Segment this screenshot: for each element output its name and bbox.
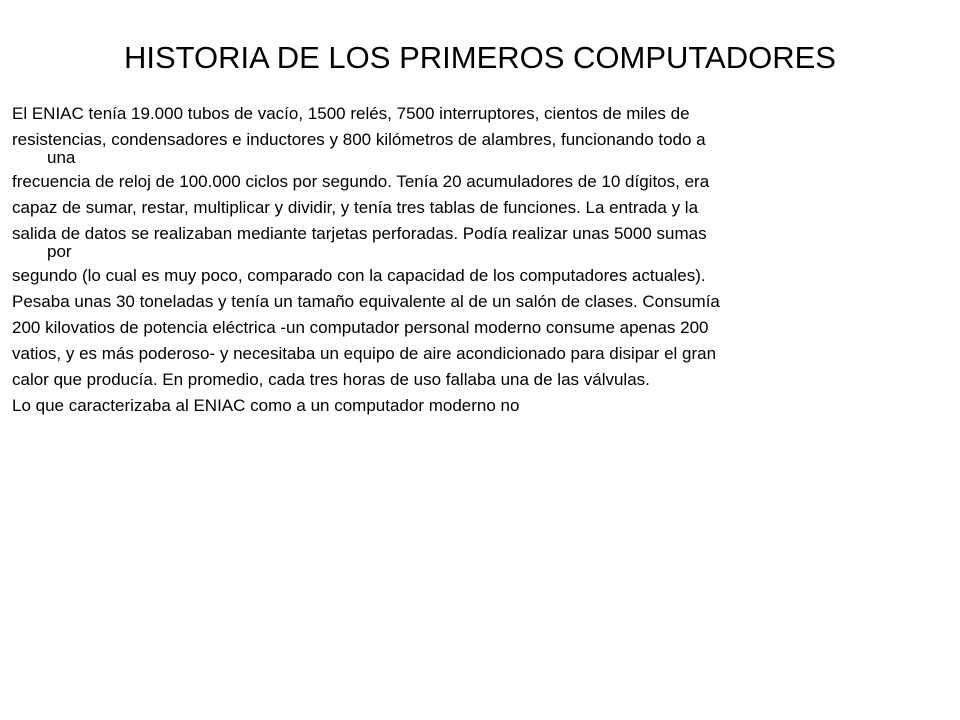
line-text: calor que producía. En promedio, cada tres horas de uso fallaba una de las válvulas. xyxy=(12,370,650,389)
line-text: vatios, y es más poderoso- y necesitaba un equipo de aire acondicionado para disipar el gran xyxy=(12,344,717,363)
text-line xyxy=(12,292,952,312)
line-text: salida de datos se realizaban mediante tarjetas perforadas. Podía realizar unas 5000 sumas xyxy=(12,224,707,243)
text-line xyxy=(12,130,952,166)
line-text: Lo que caracterizaba al ENIAC como a un computador moderno no xyxy=(12,396,520,415)
line-text: Pesaba unas 30 toneladas y tenía un tamaño equivalente al de un salón de clases. Consumía xyxy=(12,292,720,311)
line-text: El ENIAC tenía 19.000 tubos de vacío, 1500 relés, 7500 interruptores, cientos de miles de xyxy=(12,104,690,123)
line-text: 200 kilovatios de potencia eléctrica -un computador personal moderno consume apenas 200 xyxy=(12,318,709,337)
line-text: resistencias, condensadores e inductores y 800 kilómetros de alambres, funcionando todo a xyxy=(12,130,706,149)
text-line xyxy=(12,104,952,124)
line-text: frecuencia de reloj de 100.000 ciclos por segundo. Tenía 20 acumuladores de 10 dígitos, era xyxy=(12,172,710,191)
line-text: capaz de sumar, restar, multiplicar y dividir, y tenía tres tablas de funciones. La entrada y la xyxy=(12,198,699,217)
text-line xyxy=(12,370,952,390)
text-line xyxy=(12,266,952,286)
text-line xyxy=(12,224,952,260)
text-line xyxy=(12,396,952,416)
line-text: segundo (lo cual es muy poco, comparado con la capacidad de los computadores actuales). xyxy=(12,266,706,285)
text-line xyxy=(12,344,952,364)
slide-title: HISTORIA DE LOS PRIMEROS COMPUTADORES xyxy=(124,40,836,75)
text-line xyxy=(12,172,952,192)
body-text xyxy=(12,104,952,422)
text-line xyxy=(12,198,952,218)
line-wrap: una xyxy=(47,148,76,167)
line-wrap: por xyxy=(47,242,72,261)
text-line xyxy=(12,318,952,338)
